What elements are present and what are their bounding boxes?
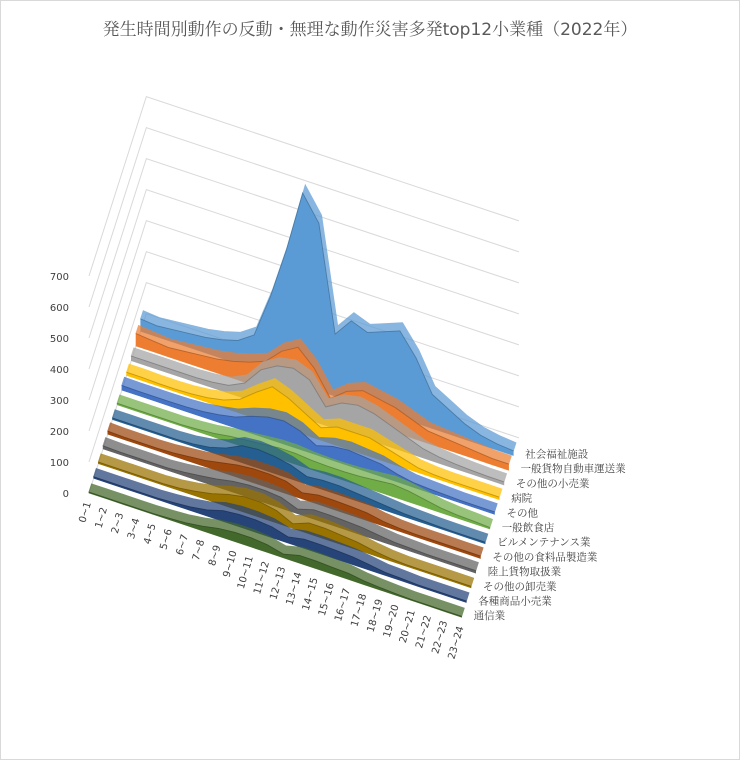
series-label: 病院 (511, 492, 533, 505)
series-label: 社会福祉施設 (525, 448, 589, 461)
x-tick-label: 10~11 (235, 554, 256, 591)
x-tick-label: 3~4 (126, 516, 143, 541)
y-tick-label: 300 (49, 396, 69, 407)
x-tick-label: 7~8 (190, 538, 208, 562)
x-tick-label: 13~14 (284, 570, 305, 607)
series-label: 一般飲食店 (501, 522, 555, 534)
x-tick-label: 8~9 (207, 543, 224, 568)
x-tick-label: 2~3 (109, 511, 127, 535)
x-tick-label: 0~1 (77, 500, 94, 525)
x-tick-label: 9~10 (221, 549, 240, 579)
x-tick-label: 6~7 (174, 533, 192, 557)
x-tick-label: 14~15 (300, 576, 321, 612)
y-tick-label: 400 (49, 365, 69, 376)
y-tick-label: 700 (49, 272, 69, 283)
series-label: その他の食料品製造業 (492, 551, 598, 564)
x-tick-label: 17~18 (349, 592, 370, 629)
x-tick-label: 5~6 (158, 527, 175, 552)
y-tick-label: 100 (49, 458, 69, 469)
series-label: その他の小売業 (515, 477, 590, 490)
series-label: 通信業 (473, 610, 506, 623)
chart-plot (1, 1, 739, 759)
x-tick-label: 1~2 (93, 506, 111, 530)
x-tick-label: 20~21 (397, 608, 418, 645)
y-tick-label: 600 (49, 303, 69, 314)
series-label: その他の卸売業 (483, 580, 557, 593)
series-label: ビルメンテナンス業 (497, 536, 591, 549)
x-tick-label: 16~17 (333, 587, 354, 623)
x-tick-label: 19~20 (381, 603, 402, 639)
x-tick-label: 18~19 (365, 597, 386, 634)
series-label: その他 (506, 507, 538, 520)
x-tick-label: 15~16 (316, 581, 337, 618)
x-tick-label: 22~23 (430, 619, 451, 656)
x-tick-label: 4~5 (142, 522, 159, 546)
x-tick-label: 23~24 (446, 624, 467, 661)
y-tick-label: 200 (49, 427, 69, 438)
series-label: 陸上貨物取扱業 (487, 566, 562, 579)
x-tick-label: 11~12 (252, 560, 273, 596)
y-tick-label: 500 (49, 334, 69, 345)
x-tick-label: 21~22 (414, 614, 435, 650)
series-label: 各種商品小売業 (478, 595, 552, 608)
y-tick-label: 0 (62, 489, 69, 500)
chart-title: 発生時間別動作の反動・無理な動作災害多発top12小業種（2022年） (102, 20, 638, 40)
x-tick-label: 12~13 (268, 565, 289, 602)
series-label: 一般貨物自動車運送業 (520, 463, 626, 476)
